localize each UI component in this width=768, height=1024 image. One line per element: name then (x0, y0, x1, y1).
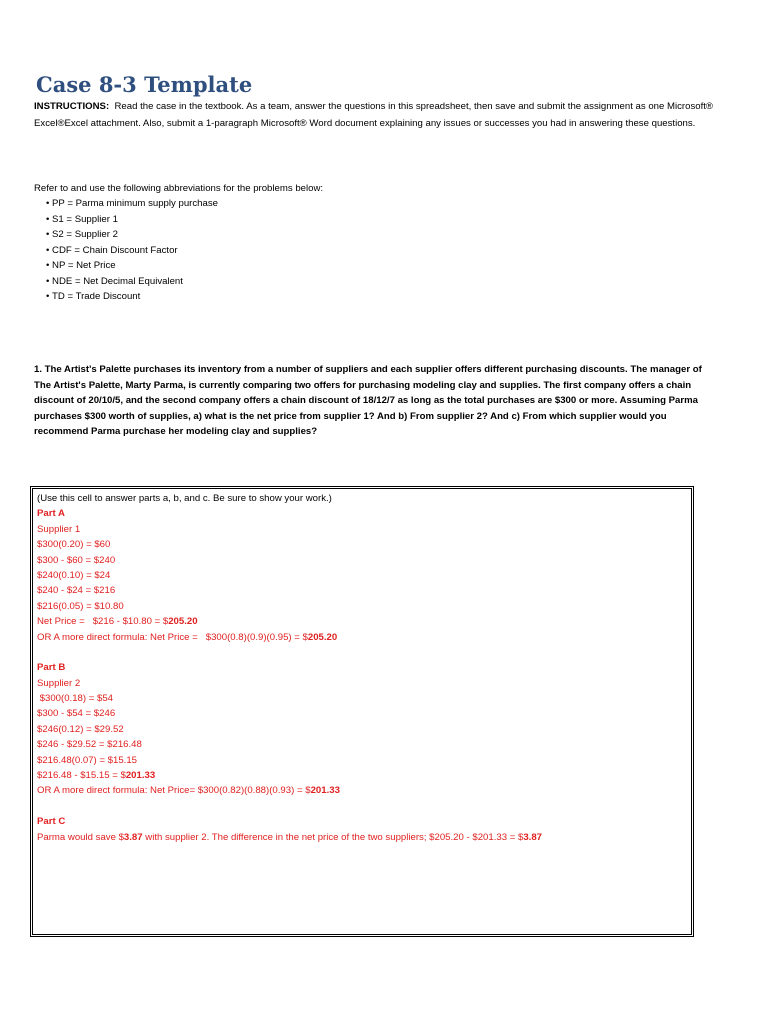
part-a-direct-value: 205.20 (307, 631, 338, 643)
abbreviation-item: • PP = Parma minimum supply purchase (46, 196, 218, 212)
part-a-direct-formula (37, 630, 687, 645)
part-b-net-price-prefix: $216.48 - $15.15 = $ (37, 770, 126, 782)
part-a-step: $216(0.05) = $10.80 (37, 600, 124, 612)
page-title: Case 8-3 Template (36, 72, 253, 97)
instructions-paragraph (34, 98, 724, 132)
part-a-step: $300(0.20) = $60 (37, 539, 111, 551)
instructions-label: INSTRUCTIONS: (34, 101, 110, 112)
abbreviation-item: • NP = Net Price (46, 258, 218, 274)
part-c-savings-2: 3.87 (523, 831, 543, 843)
part-a-net-price-value: 205.20 (168, 616, 198, 628)
part-a-supplier: Supplier 1 (37, 523, 81, 535)
part-b-net-price-value: 201.33 (125, 770, 156, 782)
part-a-heading: Part A (37, 508, 65, 520)
part-c-text-1: Parma would save $ (37, 831, 124, 843)
part-b-supplier: Supplier 2 (37, 677, 81, 689)
part-a-net-price-prefix: Net Price = $216 - $10.80 = $ (37, 616, 169, 628)
part-a-step: $240(0.10) = $24 (37, 569, 111, 581)
part-b-direct-formula (37, 783, 687, 798)
part-b-step: $300 - $54 = $246 (37, 708, 116, 720)
part-c-text-2: with supplier 2. The difference in the net price of the two suppliers; $205.20 - $201.33 = $ (142, 831, 524, 843)
part-a-net-price (37, 614, 687, 629)
abbreviation-item: • NDE = Net Decimal Equivalent (46, 274, 218, 290)
spacer (37, 799, 687, 814)
part-b-direct-prefix: OR A more direct formula: Net Price= $300(0.82)(0.88)(0.93) = $ (37, 785, 311, 797)
part-c-text (37, 830, 687, 845)
part-b-step: $216.48(0.07) = $15.15 (37, 754, 138, 766)
part-c-savings-1: 3.87 (123, 831, 143, 843)
answer-cell[interactable] (30, 486, 694, 937)
abbreviations-list (46, 196, 218, 305)
part-a-step: $240 - $24 = $216 (37, 585, 116, 597)
abbreviation-item: • CDF = Chain Discount Factor (46, 243, 218, 259)
part-b-step: $246(0.12) = $29.52 (37, 723, 124, 735)
part-b-heading: Part B (37, 662, 66, 674)
part-b-net-price (37, 768, 687, 783)
abbreviations-intro: Refer to and use the following abbreviations for the problems below: (34, 183, 324, 194)
instructions-text: Read the case in the textbook. As a team, answer the questions in this spreadsheet, then save and submit the assignment as one Microsoft® Excel®Excel attachment. Also, submit a 1-paragraph Microsoft® Word document explaining any issues or successes you had in answering these questions. (34, 101, 713, 129)
answer-instruction: (Use this cell to answer parts a, b, and c. Be sure to show your work.) (37, 493, 332, 504)
part-a-direct-prefix: OR A more direct formula: Net Price = $300(0.8)(0.9)(0.95) = $ (37, 631, 308, 643)
question-1: 1. The Artist's Palette purchases its inventory from a number of suppliers and each supplier offers different purchasing discounts. The manager of The Artist's Palette, Marty Parma, is currently comparing two offers for purchasing modeling clay and supplies. The first company offers a chain discount of 20/10/5, and the second company offers a chain discount of 18/12/7 as long as the total purchases are $300 or more. Assuming Parma purchases $300 worth of supplies, a) what is the net price from supplier 1? And b) From supplier 2? And c) From which supplier would you recommend Parma purchase her modeling clay and supplies? (34, 364, 702, 437)
abbreviation-item: • S1 = Supplier 1 (46, 212, 218, 228)
abbreviation-item: • TD = Trade Discount (46, 289, 218, 305)
abbreviation-item: • S2 = Supplier 2 (46, 227, 218, 243)
part-a-step: $300 - $60 = $240 (37, 554, 116, 566)
part-b-step: $300(0.18) = $54 (37, 693, 114, 705)
spacer (37, 645, 687, 660)
part-c-heading: Part C (37, 816, 66, 828)
part-b-direct-value: 201.33 (310, 785, 340, 797)
part-b-step: $246 - $29.52 = $216.48 (37, 739, 142, 751)
